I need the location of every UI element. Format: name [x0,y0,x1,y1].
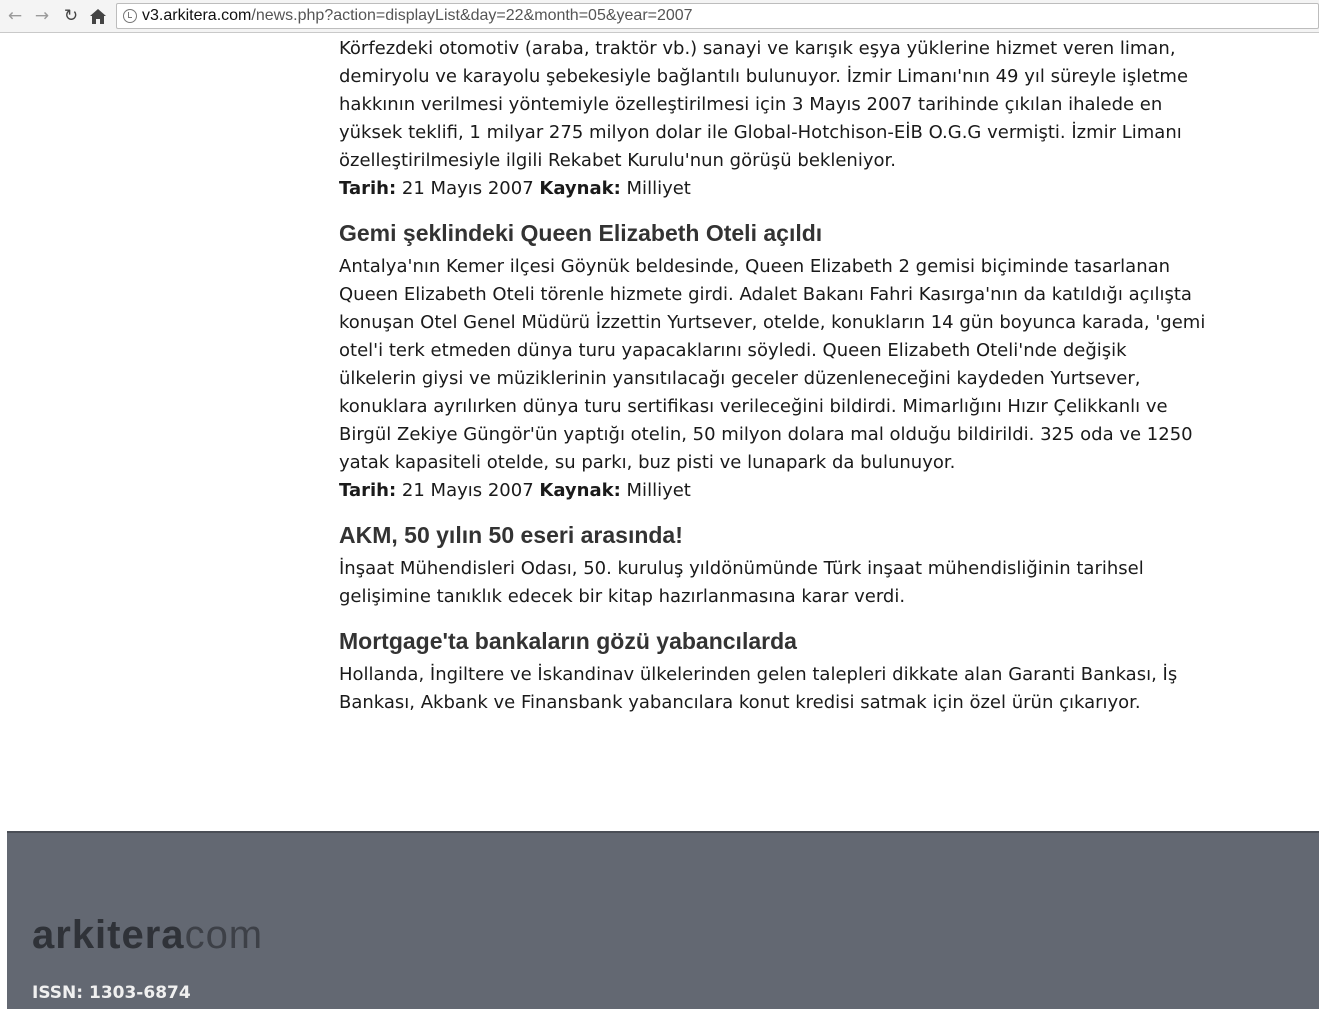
url-host: v3.arkitera.com [142,7,252,24]
browser-toolbar [0,0,1319,33]
source-label: Kaynak: [539,178,621,199]
reload-icon[interactable]: ↻ [63,6,79,26]
news-title[interactable]: Mortgage'ta bankaların gözü yabancılarda [339,628,797,654]
news-item [339,35,1209,203]
news-source: Milliyet [626,480,691,501]
news-item [339,219,1209,505]
site-footer [7,831,1319,1009]
arkitera-logo[interactable] [32,913,263,958]
home-icon[interactable] [87,5,109,27]
logo-main: arkitera [32,913,185,957]
news-title[interactable]: Gemi şeklindeki Queen Elizabeth Oteli açıldı [339,220,823,246]
date-label: Tarih: [339,178,397,199]
date-label: Tarih: [339,480,397,501]
page-info-icon[interactable] [123,9,137,23]
url-text[interactable] [142,7,693,25]
issn-text: ISSN: 1303-6874 [32,983,191,1003]
news-title[interactable]: AKM, 50 yılın 50 eseri arasında! [339,522,683,548]
home-icon-svg [89,8,107,25]
news-body: İnşaat Mühendisleri Odası, 50. kuruluş yıldönümünde Türk inşaat mühendisliğinin tarihsel gelişimine tanıklık edecek bir kitap hazırlanmasına karar verdi. [339,558,1144,607]
address-bar[interactable] [116,3,1319,29]
news-item [339,521,1209,611]
news-source: Milliyet [626,178,691,199]
news-list [339,35,1209,717]
news-meta [339,477,1209,505]
url-path: /news.php?action=displayList&day=22&month=05&year=2007 [251,7,693,24]
news-body: Antalya'nın Kemer ilçesi Göynük beldesinde, Queen Elizabeth 2 gemisi biçiminde tasarlanan Queen Elizabeth Oteli törenle hizmete girdi. Adalet Bakanı Fahri Kasırga'nın da katıldığı açılışta konuşan Otel Genel Müdürü İzzettin Yurtsever, otelde, konukların 14 gün boyunca karada, 'gemi otel'i terk etmeden dünya turu yapacaklarını söyledi. Queen Elizabeth Oteli'nde değişik ülkelerin giysi ve müziklerinin yansıtılacağı geceler düzenleneceğini kaydeden Yurtsever, konuklara ayrılırken dünya turu sertifikası verileceğini bildirdi. Mimarlığını Hızır Çelikkanlı ve Birgül Zekiye Güngör'ün yaptığı otelin, 50 milyon dolara mal olduğu bildirildi. 325 oda ve 1250 yatak kapasiteli otelde, su parkı, buz pisti ve lunapark da bulunuyor. [339,256,1206,473]
news-body: Hollanda, İngiltere ve İskandinav ülkelerinden gelen talepleri dikkate alan Garanti Bankası, İş Bankası, Akbank ve Finansbank yabancılara konut kredisi satmak için özel ürün çıkarıyor. [339,664,1178,713]
forward-arrow-icon[interactable]: → [34,6,50,26]
news-date: 21 Mayıs 2007 [401,178,534,199]
news-date: 21 Mayıs 2007 [401,480,534,501]
news-body: Körfezdeki otomotiv (araba, traktör vb.) sanayi ve karışık eşya yüklerine hizmet veren liman, demiryolu ve karayolu şebekesiyle bağlantılı bulunuyor. İzmir Limanı'nın 49 yıl süreyle işletme hakkının verilmesi yöntemiyle özelleştirilmesi için 3 Mayıs 2007 tarihinde çıkılan ihalede en yüksek teklifi, 1 milyar 275 milyon dolar ile Global-Hotchison-EİB O.G.G vermişti. İzmir Limanı özelleştirilmesiyle ilgili Rekabet Kurulu'nun görüşü bekleniyor. [339,38,1189,171]
source-label: Kaynak: [539,480,621,501]
logo-suffix: com [184,913,264,957]
back-arrow-icon[interactable]: ← [7,6,23,26]
news-meta [339,175,1209,203]
news-item [339,627,1209,717]
